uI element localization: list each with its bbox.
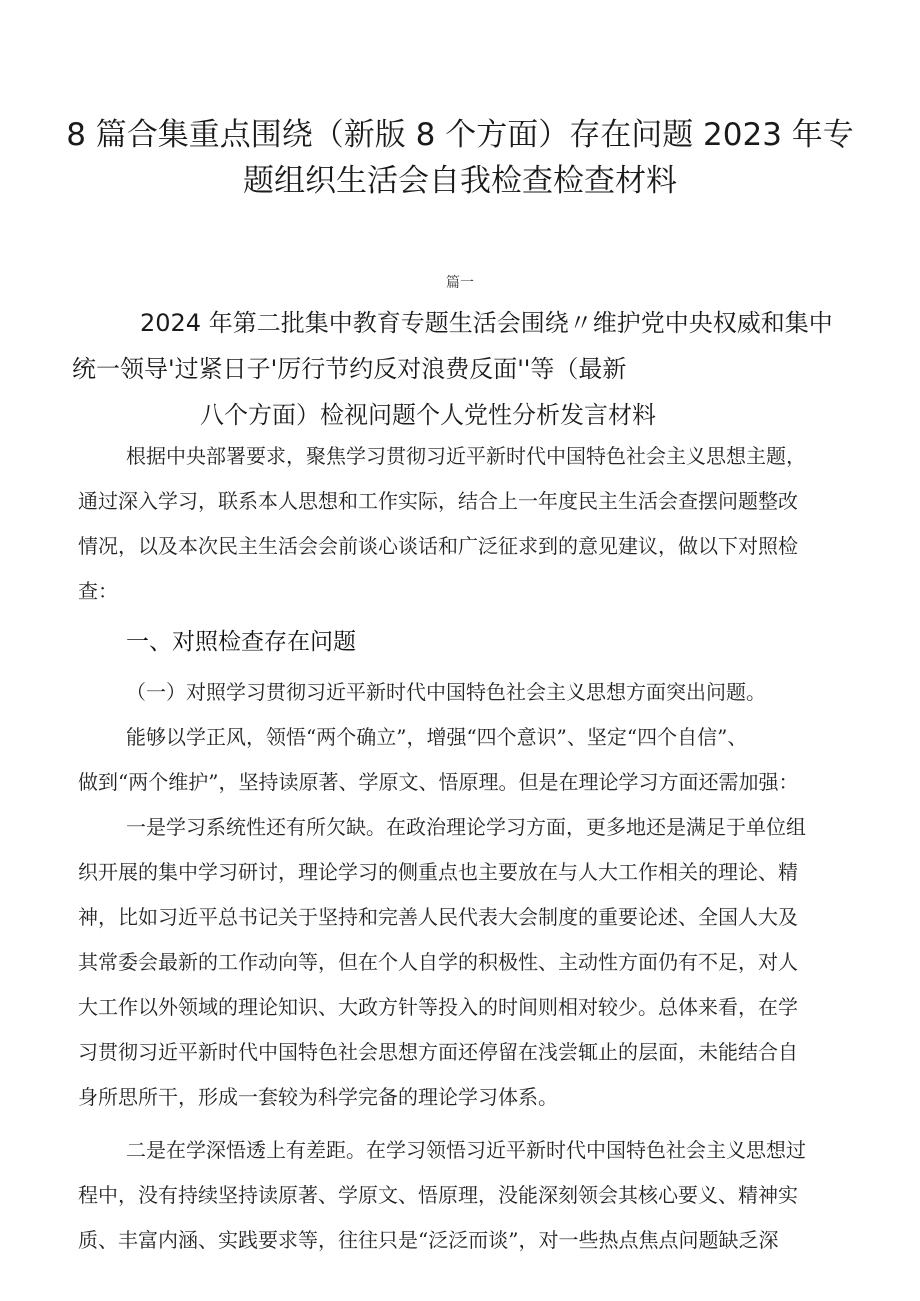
- text-line: 其常委会最新的工作动向等，但在个人自学的积极性、主动性方面仍有不足，对人: [78, 950, 798, 974]
- text-line: 能够以学正风，领悟“两个确立”，增强“四个意识”、坚定“四个自信”、: [126, 725, 748, 749]
- text-line: 习贯彻习近平新时代中国特色社会思想方面还停留在浅尝辄止的层面，未能结合自: [78, 1040, 798, 1064]
- subtitle-line: 八个方面）检视问题个人党性分析发言材料: [200, 401, 656, 429]
- subtitle-line: 2024 年第二批集中教育专题生活会围绕〃维护党中央权威和集中: [140, 309, 833, 337]
- subsection-heading: （一）对照学习贯彻习近平新时代中国特色社会主义思想方面突出问题。: [126, 680, 766, 704]
- text-line: 根据中央部署要求，聚焦学习贯彻习近平新时代中国特色社会主义思想主题，: [126, 444, 806, 468]
- text-line: 二是在学深悟透上有差距。在学习领悟习近平新时代中国特色社会主义思想过: [126, 1138, 806, 1162]
- paragraph: [78, 1128, 858, 1263]
- subtitle-line: 统一领导'过紧日子'厉行节约反对浪费反面''等（最新: [72, 355, 627, 383]
- text-line: 织开展的集中学习研讨，理论学习的侧重点也主要放在与人大工作相关的理论、精: [78, 860, 798, 884]
- title-line: 8 篇合集重点围绕（新版 8 个方面）存在问题 2023 年专: [66, 117, 854, 153]
- text-line: 质、丰富内涵、实践要求等，往往只是“泛泛而谈”，对一些热点焦点问题缺乏深: [78, 1228, 779, 1252]
- part-label: 篇一: [446, 275, 474, 291]
- document-title: [60, 112, 860, 204]
- text-line: 神，比如习近平总书记关于坚持和完善人民代表大会制度的重要论述、全国人大及: [78, 905, 798, 929]
- intro-paragraph: [78, 434, 858, 614]
- document-body: [78, 434, 858, 1263]
- section-heading: 一、对照检查存在问题: [126, 629, 356, 655]
- paragraph-gap: [78, 1120, 858, 1128]
- title-line: 题组织生活会自我检查检查材料: [243, 163, 677, 199]
- section-subtitle: [0, 300, 920, 438]
- text-line: 一是学习系统性还有所欠缺。在政治理论学习方面，更多地还是满足于单位组: [126, 815, 806, 839]
- text-line: 身所思所干，形成一套较为科学完备的理论学习体系。: [78, 1085, 558, 1109]
- text-line: 程中，没有持续坚持读原著、学原文、悟原理，没能深刻领会其核心要义、精神实: [78, 1183, 798, 1207]
- paragraph: [78, 715, 858, 805]
- paragraph: [78, 805, 858, 1120]
- text-line: 通过深入学习，联系本人思想和工作实际，结合上一年度民主生活会查摆问题整改: [78, 489, 798, 513]
- text-line: 大工作以外领域的理论知识、大政方针等投入的时间则相对较少。总体来看，在学: [78, 995, 798, 1019]
- text-line: 做到“两个维护”，坚持读原著、学原文、悟原理。但是在理论学习方面还需加强：: [78, 770, 799, 794]
- text-line: 查：: [78, 579, 118, 603]
- text-line: 情况，以及本次民主生活会会前谈心谈话和广泛征求到的意见建议，做以下对照检: [78, 534, 798, 558]
